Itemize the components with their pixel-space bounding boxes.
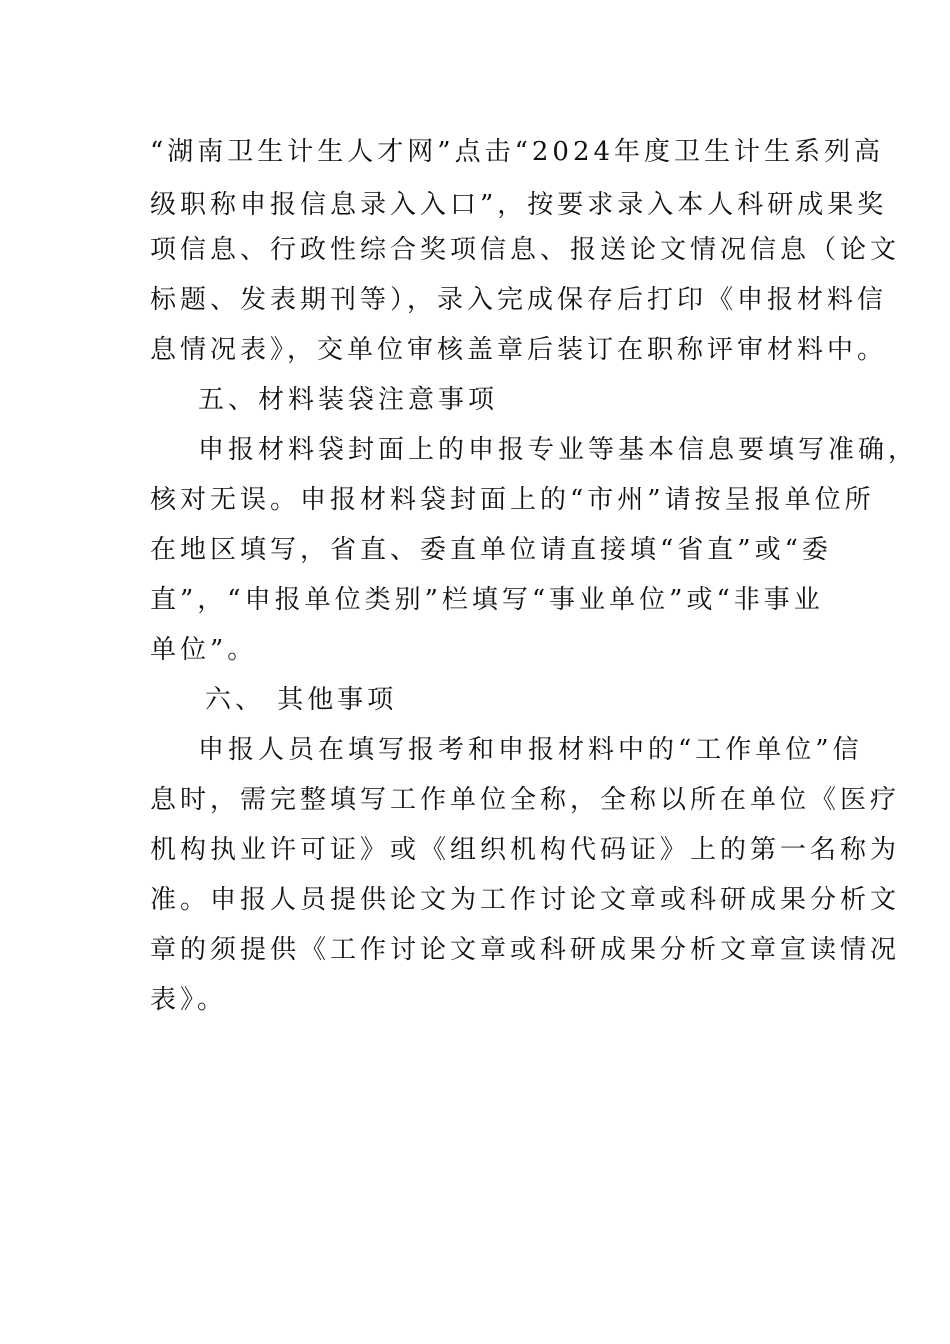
text-line: 息时，需完整填写工作单位全称，全称以所在单位《医疗 <box>150 785 901 815</box>
section-heading: 六、 其他事项 <box>205 685 398 715</box>
text-line: 申报材料袋封面上的申报专业等基本信息要填写准确， <box>198 435 919 465</box>
text-line: 申报人员在填写报考和申报材料中的“工作单位”信 <box>198 735 863 765</box>
text-line: 项信息、行政性综合奖项信息、报送论文情况信息（论文 <box>150 235 901 265</box>
text-line: 单位”。 <box>150 635 258 665</box>
text-line: 标题、发表期刊等），录入完成保存后打印《申报材料信 <box>150 285 888 315</box>
text-line: 息情况表》，交单位审核盖章后装订在职称评审材料中。 <box>150 335 888 365</box>
text-line: “湖南卫生计生人才网”点击“2024年度卫生计生系列高 <box>150 137 885 167</box>
text-line: 核对无误。申报材料袋封面上的“市州”请按呈报单位所 <box>150 485 875 515</box>
text-line: 准。申报人员提供论文为工作讨论文章或科研成果分析文 <box>150 885 901 915</box>
text-line: 在地区填写，省直、委直单位请直接填“省直”或“委 <box>150 535 832 565</box>
text-line: 级职称申报信息录入入口”，按要求录入本人科研成果奖 <box>150 190 888 220</box>
section-heading: 五、材料装袋注意事项 <box>198 385 499 415</box>
text-line: 机构执业许可证》或《组织机构代码证》上的第一名称为 <box>150 835 901 865</box>
text-line: 表》。 <box>150 985 228 1015</box>
text-line: 直”，“申报单位类别”栏填写“事业单位”或“非事业 <box>150 585 824 615</box>
text-line: 章的须提供《工作讨论文章或科研成果分析文章宣读情况 <box>150 935 901 965</box>
